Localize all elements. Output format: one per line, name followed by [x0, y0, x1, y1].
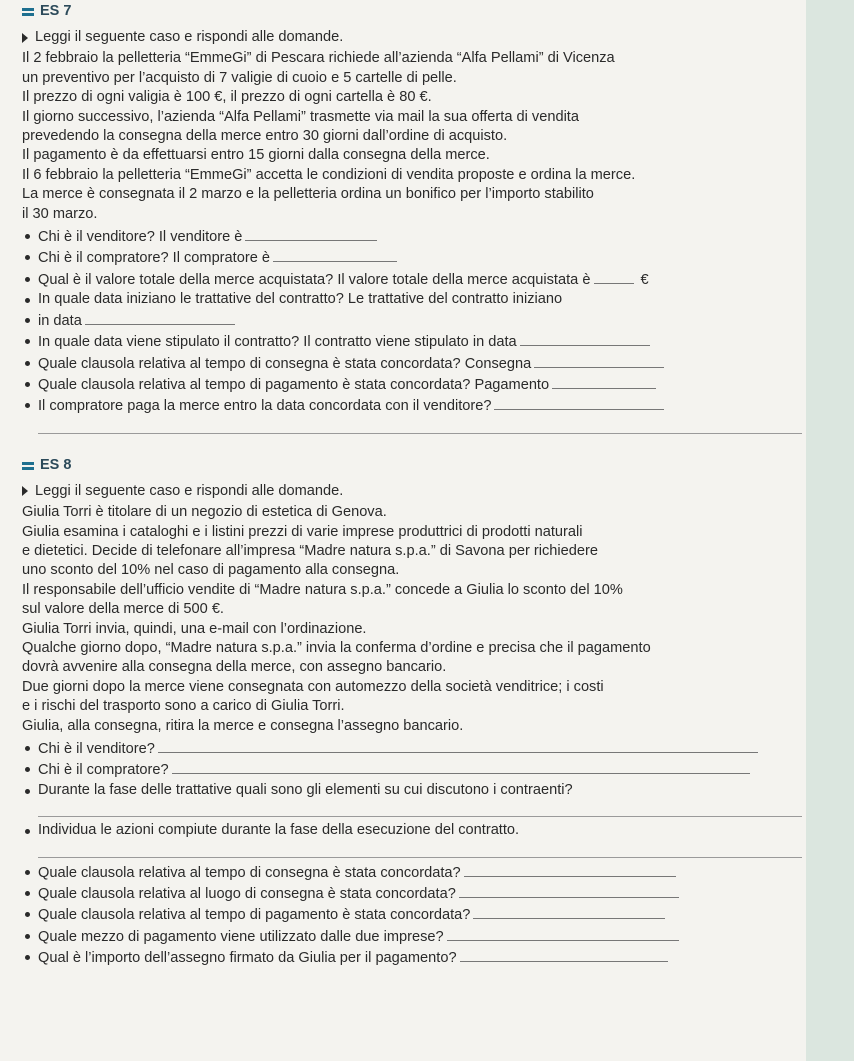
exercise-8-questions [22, 738, 802, 800]
text-line: Il 6 febbraio la pelletteria “EmmeGi” accetta le condizioni di vendita proposte e ordina la merce. [22, 166, 636, 183]
answer-blank[interactable] [464, 862, 676, 877]
question-item: Quale clausola relativa al tempo di pagamento è stata concordata? [22, 904, 802, 925]
euro-sign: € [640, 271, 649, 288]
question-item: Il compratore paga la merce entro la data concordata con il venditore? [22, 395, 802, 416]
text-line: dovrà avvenire alla consegna della merce, con assegno bancario. [22, 659, 447, 676]
text-line: Il responsabile dell’ufficio vendite di “Madre natura s.p.a.” concede a Giulia lo sconto del 10% [22, 581, 623, 598]
text-line: Il giorno successivo, l’azienda “Alfa Pellami” trasmette via mail la sua offerta di vendita [22, 108, 579, 125]
text-line: Giulia Torri invia, quindi, una e-mail con l’ordinazione. [22, 620, 367, 637]
text-line: Giulia esamina i cataloghi e i listini prezzi di varie imprese produttrici di prodotti naturali [22, 523, 583, 540]
text-line: uno sconto del 10% nel caso di pagamento alla consegna. [22, 562, 400, 579]
text-line: Il 2 febbraio la pelletteria “EmmeGi” di Pescara richiede all’azienda “Alfa Pellami” di Vicenza [22, 50, 615, 67]
answer-blank[interactable] [172, 759, 750, 774]
answer-blank[interactable] [273, 247, 397, 262]
question-item: Chi è il compratore? [22, 759, 802, 780]
question-item: Chi è il venditore? [22, 738, 802, 759]
exercise-7-instruction: Leggi il seguente caso e rispondi alle domande. [22, 28, 802, 47]
answer-blank[interactable] [534, 353, 664, 368]
exercise-8-heading [22, 456, 802, 476]
question-item: Quale clausola relativa al tempo di consegna è stata concordata? [22, 862, 802, 883]
exercise-7-heading [22, 2, 802, 22]
exercise-7-title: ES 7 [40, 3, 72, 20]
exercise-8-title: ES 8 [40, 457, 72, 474]
text-line: prevedendo la consegna della merce entro 30 giorni dall’ordine di acquisto. [22, 128, 508, 145]
answer-blank[interactable] [85, 310, 235, 325]
text-line: Il prezzo di ogni valigia è 100 €, il prezzo di ogni cartella è 80 €. [22, 89, 432, 106]
answer-blank[interactable] [552, 374, 656, 389]
answer-line[interactable] [38, 841, 802, 858]
exercise-8-text [22, 503, 802, 736]
text-line: La merce è consegnata il 2 marzo e la pelletteria ordina un bonifico per l’importo stabilito [22, 186, 594, 203]
question-item: Quale mezzo di pagamento viene utilizzato dalle due imprese? [22, 926, 802, 947]
triangle-bullet-icon [22, 486, 28, 496]
exercise-7-questions [22, 226, 802, 417]
question-continuation: in data [22, 310, 802, 331]
question-item: In quale data iniziano le trattative del contratto? Le trattative del contratto iniziano [22, 290, 802, 309]
exercise-icon [22, 462, 34, 470]
page-content [22, 0, 802, 969]
question-item: Quale clausola relativa al luogo di consegna è stata concordata? [22, 883, 802, 904]
text-line: Giulia Torri è titolare di un negozio di estetica di Genova. [22, 504, 387, 521]
exercise-8-questions-continued [22, 821, 802, 840]
text-line: Due giorni dopo la merce viene consegnata con automezzo della società venditrice; i costi [22, 678, 604, 695]
question-item: Qual è l’importo dell’assegno firmato da Giulia per il pagamento? [22, 947, 802, 968]
question-item: Individua le azioni compiute durante la fase della esecuzione del contratto. [22, 821, 802, 840]
question-item: Chi è il venditore? Il venditore è [22, 226, 802, 247]
answer-blank[interactable] [447, 926, 679, 941]
text-line: e i rischi del trasporto sono a carico di Giulia Torri. [22, 698, 345, 715]
question-item: Chi è il compratore? Il compratore è [22, 247, 802, 268]
question-item: Qual è il valore totale della merce acquistata? Il valore totale della merce acquistata è € [22, 269, 802, 290]
text-line: sul valore della merce di 500 €. [22, 601, 224, 618]
answer-blank[interactable] [460, 947, 668, 962]
text-line: Qualche giorno dopo, “Madre natura s.p.a.” invia la conferma d’ordine e precisa che il pagamento [22, 639, 651, 656]
exercise-8-instruction: Leggi il seguente caso e rispondi alle domande. [22, 482, 802, 501]
answer-blank[interactable] [494, 395, 664, 410]
answer-blank[interactable] [520, 331, 650, 346]
page-margin-strip [806, 0, 854, 1061]
text-line: Giulia, alla consegna, ritira la merce e consegna l’assegno bancario. [22, 717, 464, 734]
exercise-7-text [22, 49, 802, 224]
answer-blank[interactable] [245, 226, 377, 241]
text-line: un preventivo per l’acquisto di 7 valigie di cuoio e 5 cartelle di pelle. [22, 69, 457, 86]
exercise-icon [22, 8, 34, 16]
triangle-bullet-icon [22, 33, 28, 43]
question-item: Quale clausola relativa al tempo di pagamento è stata concordata? Pagamento [22, 374, 802, 395]
answer-blank[interactable] [459, 883, 679, 898]
text-line: il 30 marzo. [22, 205, 98, 222]
answer-line[interactable] [38, 417, 802, 434]
answer-line[interactable] [38, 800, 802, 817]
question-item: In quale data viene stipulato il contratto? Il contratto viene stipulato in data [22, 331, 802, 352]
question-item: Quale clausola relativa al tempo di consegna è stata concordata? Consegna [22, 353, 802, 374]
question-item: Durante la fase delle trattative quali sono gli elementi su cui discutono i contraenti? [22, 781, 802, 800]
answer-blank[interactable] [473, 904, 665, 919]
answer-blank[interactable] [594, 269, 634, 284]
text-line: Il pagamento è da effettuarsi entro 15 giorni dalla consegna della merce. [22, 147, 490, 164]
exercise-8-questions-final [22, 862, 802, 969]
text-line: e dietetici. Decide di telefonare all’impresa “Madre natura s.p.a.” di Savona per richiedere [22, 542, 598, 559]
answer-blank[interactable] [158, 738, 758, 753]
